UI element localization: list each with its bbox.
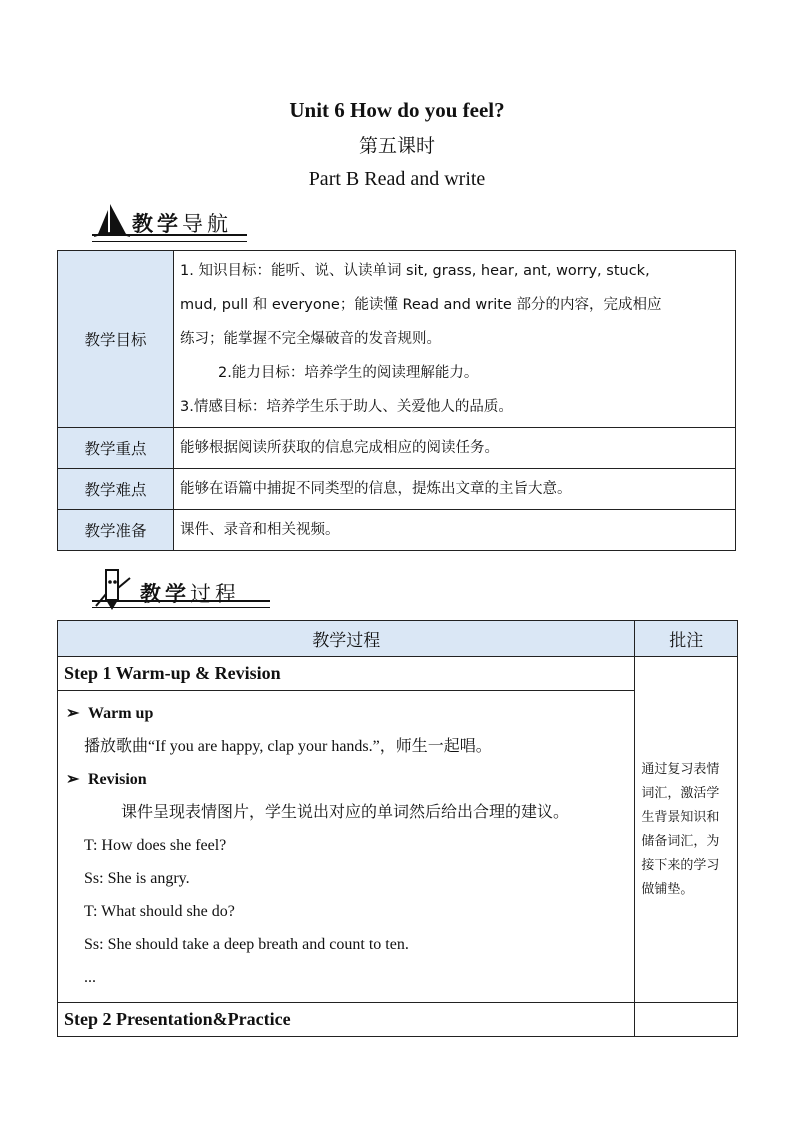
- row-header: 教学难点: [58, 469, 174, 510]
- teaching-process-banner: [92, 566, 272, 612]
- table-row: [58, 251, 736, 428]
- table-row: [58, 469, 736, 510]
- activity-text: 播放歌曲“If you are happy, clap your hands.”，师生一起唱。: [84, 738, 492, 755]
- page-title: Unit 6 How do you feel?: [289, 98, 505, 122]
- step-heading: Step 2 Presentation&Practice: [58, 1003, 635, 1037]
- banner-main-text: 教学: [132, 212, 182, 236]
- goal-line: 练习；能掌握不完全爆破音的发音规则。: [180, 331, 441, 347]
- banner-light-text: 导航: [182, 212, 232, 236]
- note-line: 词汇，激活学: [641, 785, 720, 801]
- dialogue-line: ...: [84, 969, 96, 986]
- arrow-bullet-icon: ➢: [66, 705, 80, 722]
- activity-text: 课件呈现表情图片，学生说出对应的单词然后给出合理的建议。: [121, 804, 570, 821]
- note-line: 通过复习表情: [641, 761, 720, 777]
- table-row: [58, 1003, 738, 1037]
- dialogue-line: Ss: She is angry.: [84, 870, 190, 887]
- row-header: 教学重点: [58, 428, 174, 469]
- table-row: [58, 510, 736, 551]
- row-content: 课件、录音和相关视频。: [174, 510, 736, 551]
- notes-cell: [635, 657, 738, 1003]
- note-line: 接下来的学习: [641, 857, 720, 873]
- teaching-navigation-banner: [92, 200, 252, 246]
- teaching-goals-table: [57, 250, 736, 551]
- table-row: [58, 428, 736, 469]
- column-header-notes: 批注: [635, 621, 738, 657]
- step-content: [58, 691, 635, 1003]
- goal-line: 3.情感目标：培养学生乐于助人、关爱他人的品质。: [180, 399, 513, 415]
- dialogue-line: T: How does she feel?: [84, 837, 227, 854]
- goal-line: mud, pull 和 everyone；能读懂 Read and write 部分的内容，完成相应: [180, 297, 662, 313]
- dialogue-line: Ss: She should take a deep breath and count to ten.: [84, 936, 409, 953]
- arrow-bullet-icon: ➢: [66, 771, 80, 788]
- banner-main-text: 教学: [140, 582, 190, 606]
- note-line: 储备词汇，为: [641, 833, 720, 849]
- goal-line: 1. 知识目标：能听、说、认读单词 sit, grass, hear, ant, worry, stuck,: [180, 263, 650, 279]
- subheading: [66, 763, 626, 796]
- banner-light-text: 过程: [190, 582, 240, 606]
- row-header: 教学准备: [58, 510, 174, 551]
- row-content: [174, 251, 736, 428]
- dialogue-line: T: What should she do?: [84, 903, 235, 920]
- table-header-row: [58, 621, 738, 657]
- lesson-part: Part B Read and write: [308, 168, 486, 190]
- notes-cell: [635, 1003, 738, 1037]
- teaching-process-table: [57, 620, 738, 1037]
- lesson-number: 第五课时: [358, 135, 435, 157]
- row-content: 能够在语篇中捕捉不同类型的信息，提炼出文章的主旨大意。: [174, 469, 736, 510]
- row-header: 教学目标: [58, 251, 174, 428]
- note-line: 生背景知识和: [641, 809, 720, 825]
- banner-ribbon: [92, 234, 247, 242]
- banner-ribbon: [92, 600, 270, 608]
- subheading-label: Warm up: [88, 705, 154, 722]
- note-line: 做铺垫。: [641, 881, 694, 897]
- subheading-label: Revision: [88, 771, 147, 788]
- column-header-process: 教学过程: [58, 621, 635, 657]
- table-row: [58, 657, 738, 691]
- goal-line: 2.能力目标：培养学生的阅读理解能力。: [218, 365, 479, 381]
- subheading: [66, 697, 626, 730]
- row-content: 能够根据阅读所获取的信息完成相应的阅读任务。: [174, 428, 736, 469]
- step-heading: Step 1 Warm-up & Revision: [58, 657, 635, 691]
